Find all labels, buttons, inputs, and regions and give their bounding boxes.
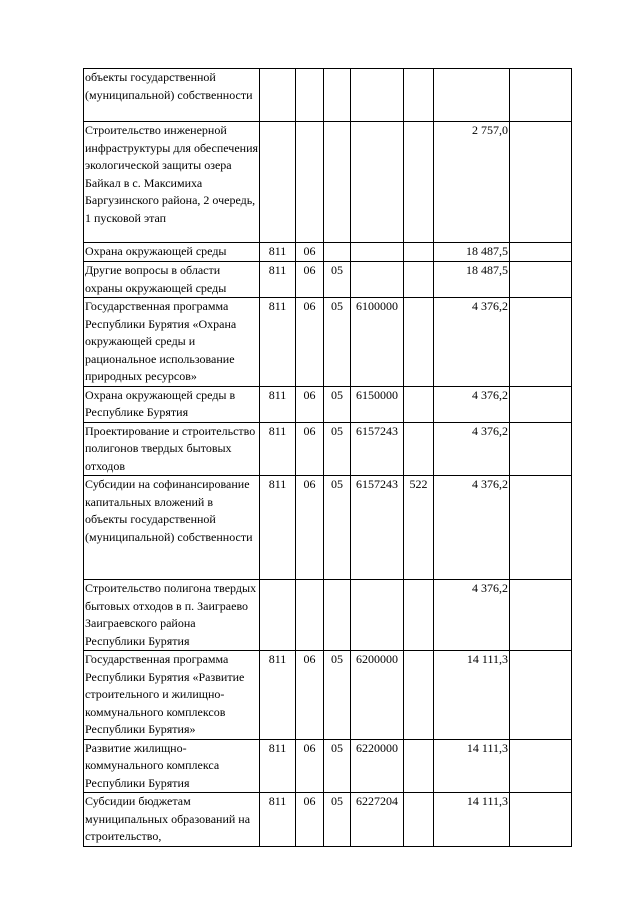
expense-type-code-cell [404,793,434,847]
admin-code-cell: 811 [260,243,296,262]
table-row [84,651,572,740]
admin-code-cell: 811 [260,651,296,740]
subsection-code-cell [324,69,351,122]
amount-cell: 18 487,5 [434,262,510,298]
expense-name-cell: Субсидии бюджетам муниципальных образований на строительство, [84,793,260,847]
subsection-code-cell: 05 [324,476,351,580]
expense-type-code-cell [404,422,434,476]
table-row [84,793,572,847]
table-row [84,476,572,580]
section-code-cell: 06 [296,386,324,422]
admin-code-cell [260,69,296,122]
expense-type-code-cell [404,298,434,387]
expense-name-cell: Другие вопросы в области охраны окружающей среды [84,262,260,298]
target-item-code-cell: 6200000 [351,651,404,740]
budget-table-body [84,69,572,847]
table-row [84,243,572,262]
expense-name-cell: Строительство полигона твердых бытовых отходов в п. Заиграево Заиграевского района Республики Бурятия [84,580,260,651]
expense-name-cell: Субсидии на софинансирование капитальных вложений в объекты государственной (муниципальной) собственности [84,476,260,580]
empty-cell [510,122,572,243]
target-item-code-cell [351,243,404,262]
amount-cell: 4 376,2 [434,386,510,422]
empty-cell [510,298,572,387]
amount-cell: 18 487,5 [434,243,510,262]
table-row [84,386,572,422]
section-code-cell [296,122,324,243]
section-code-cell: 06 [296,262,324,298]
subsection-code-cell: 05 [324,386,351,422]
empty-cell [510,262,572,298]
subsection-code-cell: 05 [324,739,351,793]
target-item-code-cell [351,122,404,243]
subsection-code-cell [324,580,351,651]
expense-name-cell: объекты государственной (муниципальной) собственности [84,69,260,122]
section-code-cell: 06 [296,243,324,262]
target-item-code-cell: 6157243 [351,476,404,580]
amount-cell: 4 376,2 [434,476,510,580]
expense-type-code-cell [404,243,434,262]
expense-name-cell: Охрана окружающей среды [84,243,260,262]
target-item-code-cell [351,69,404,122]
table-row [84,262,572,298]
section-code-cell: 06 [296,793,324,847]
target-item-code-cell: 6150000 [351,386,404,422]
target-item-code-cell: 6220000 [351,739,404,793]
section-code-cell [296,69,324,122]
empty-cell [510,793,572,847]
target-item-code-cell: 6157243 [351,422,404,476]
section-code-cell: 06 [296,476,324,580]
target-item-code-cell: 6227204 [351,793,404,847]
expense-name-cell: Развитие жилищно-коммунального комплекса Республики Бурятия [84,739,260,793]
expense-type-code-cell [404,580,434,651]
section-code-cell: 06 [296,739,324,793]
expense-type-code-cell [404,651,434,740]
admin-code-cell: 811 [260,476,296,580]
amount-cell: 4 376,2 [434,580,510,651]
empty-cell [510,739,572,793]
amount-cell: 2 757,0 [434,122,510,243]
subsection-code-cell: 05 [324,262,351,298]
admin-code-cell [260,122,296,243]
amount-cell: 14 111,3 [434,793,510,847]
section-code-cell: 06 [296,298,324,387]
target-item-code-cell [351,262,404,298]
expense-name-cell: Проектирование и строительство полигонов твердых бытовых отходов [84,422,260,476]
empty-cell [510,69,572,122]
empty-cell [510,476,572,580]
subsection-code-cell [324,122,351,243]
expense-type-code-cell [404,122,434,243]
expense-type-code-cell [404,262,434,298]
expense-type-code-cell [404,386,434,422]
expense-name-cell: Строительство инженерной инфраструктуры для обеспечения экологической защиты озера Байкал в с. Максимиха Баргузинского района, 2 очередь, 1 пусковой этап [84,122,260,243]
subsection-code-cell [324,243,351,262]
target-item-code-cell [351,580,404,651]
budget-table [83,68,572,847]
table-row [84,739,572,793]
admin-code-cell: 811 [260,793,296,847]
table-row [84,580,572,651]
admin-code-cell: 811 [260,422,296,476]
table-row [84,422,572,476]
amount-cell: 14 111,3 [434,651,510,740]
section-code-cell: 06 [296,422,324,476]
expense-type-code-cell [404,739,434,793]
amount-cell: 4 376,2 [434,298,510,387]
expense-name-cell: Государственная программа Республики Бурятия «Охрана окружающей среды и рациональное использование природных ресурсов» [84,298,260,387]
expense-type-code-cell: 522 [404,476,434,580]
admin-code-cell [260,580,296,651]
subsection-code-cell: 05 [324,298,351,387]
table-row [84,298,572,387]
expense-name-cell: Охрана окружающей среды в Республике Бурятия [84,386,260,422]
table-row [84,69,572,122]
empty-cell [510,386,572,422]
subsection-code-cell: 05 [324,793,351,847]
subsection-code-cell: 05 [324,422,351,476]
table-row [84,122,572,243]
empty-cell [510,422,572,476]
admin-code-cell: 811 [260,262,296,298]
amount-cell [434,69,510,122]
amount-cell: 14 111,3 [434,739,510,793]
amount-cell: 4 376,2 [434,422,510,476]
admin-code-cell: 811 [260,739,296,793]
admin-code-cell: 811 [260,386,296,422]
admin-code-cell: 811 [260,298,296,387]
expense-name-cell: Государственная программа Республики Бурятия «Развитие строительного и жилищно-коммунального комплексов Республики Бурятия» [84,651,260,740]
section-code-cell [296,580,324,651]
subsection-code-cell: 05 [324,651,351,740]
empty-cell [510,580,572,651]
empty-cell [510,243,572,262]
empty-cell [510,651,572,740]
expense-type-code-cell [404,69,434,122]
target-item-code-cell: 6100000 [351,298,404,387]
section-code-cell: 06 [296,651,324,740]
